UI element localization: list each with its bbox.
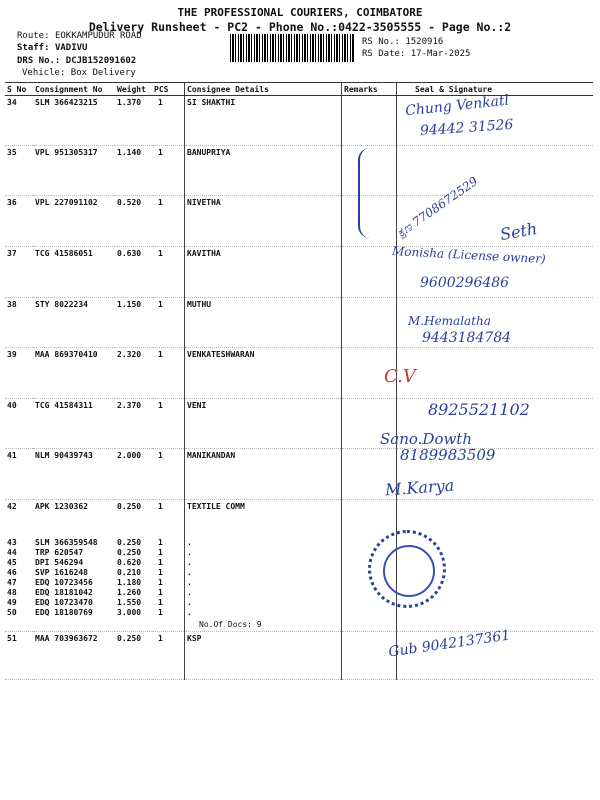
col-consignee: Consignee Details xyxy=(185,83,342,96)
barcode xyxy=(230,34,355,62)
signature-42: M.Karya xyxy=(384,475,455,500)
runsheet-table xyxy=(5,82,593,680)
signature-40: 8925521102 xyxy=(428,400,530,419)
col-signature: Seal & Signature xyxy=(397,83,594,96)
vehicle-line: Vehicle: Box Delivery xyxy=(22,68,136,78)
table-row: 44 TRP 620547 0.250 1 . xyxy=(5,548,593,558)
table-row: 42 APK 1230362 0.250 1 TEXTILE COMM xyxy=(5,500,593,538)
table-row: 34 SLM 366423215 1.370 1 SI SHAKTHI xyxy=(5,96,593,146)
table-row: 51 MAA 703963672 0.250 1 KSP xyxy=(5,632,593,680)
table-row: 48 EDQ 18181042 1.260 1 . xyxy=(5,588,593,598)
route-line: Route: EOKKAMPUDUR ROAD xyxy=(17,31,142,41)
company-title: THE PROFESSIONAL COURIERS, COIMBATORE xyxy=(177,6,423,19)
table-row: 38 STY 8022234 1.150 1 MUTHU xyxy=(5,298,593,348)
signature-36b: Seth xyxy=(498,218,539,245)
table-row: 37 TCG 41586051 0.630 1 KAVITHA xyxy=(5,247,593,298)
table-row: 40 TCG 41584311 2.370 1 VENI xyxy=(5,399,593,449)
table-row: 35 VPL 951305317 1.140 1 BANUPRIYA xyxy=(5,146,593,196)
col-consignment: Consignment No xyxy=(33,83,115,96)
drs-line: DRS No.: DCJB152091602 xyxy=(17,56,137,66)
rs-date: RS Date: 17-Mar-2025 xyxy=(362,49,471,59)
table-row: 45 DPI 546294 0.620 1 . xyxy=(5,558,593,568)
table-row: 43 SLM 366359548 0.250 1 . xyxy=(5,538,593,548)
table-row: 39 MAA 869370410 2.320 1 VENKATESHWARAN xyxy=(5,348,593,399)
table-row: 47 EDQ 10723456 1.180 1 . xyxy=(5,578,593,588)
company-seal xyxy=(368,530,446,608)
signature-51: Gub 9042137361 xyxy=(387,627,512,661)
col-remarks: Remarks xyxy=(342,83,397,96)
signature-34-phone: 94442 31526 xyxy=(419,116,514,140)
signature-41-phone: 8189983509 xyxy=(400,446,496,464)
rs-number: RS No.: 1520916 xyxy=(362,37,444,47)
signature-39: C.V xyxy=(384,366,416,387)
table-row: 36 VPL 227091102 0.520 1 NIVETHA xyxy=(5,196,593,247)
staff-line: Staff: VADIVU xyxy=(17,43,88,53)
col-weight: Weight xyxy=(115,83,152,96)
signature-36: ಕ್ಷಣ 7708672529 xyxy=(394,174,481,241)
signature-37-phone: 9600296486 xyxy=(420,275,510,291)
table-row: 49 EDQ 10723470 1.550 1 . xyxy=(5,598,593,608)
docs-count: No.Of Docs: 9 xyxy=(185,618,342,632)
col-pcs: PCS xyxy=(152,83,185,96)
bracket-mark xyxy=(358,148,378,238)
signature-38-phone: 9443184784 xyxy=(422,330,512,346)
runsheet-title: Delivery Runsheet - PC2 - Phone No.:0422-3505555 - Page No.:2 xyxy=(88,20,512,34)
table-row: 50 EDQ 18180769 3.000 1 . xyxy=(5,608,593,618)
table-row: 41 NLM 90439743 2.000 1 MANIKANDAN xyxy=(5,449,593,500)
col-sno: S No xyxy=(5,83,33,96)
signature-41: Sano.Dowth xyxy=(380,430,472,448)
signature-38: M.Hemalatha xyxy=(408,314,491,328)
signature-34: Chung Venkatl xyxy=(404,92,510,120)
table-row: 46 SVP 1616248 0.210 1 . xyxy=(5,568,593,578)
signature-37: Monisha (License owner) xyxy=(391,243,547,267)
